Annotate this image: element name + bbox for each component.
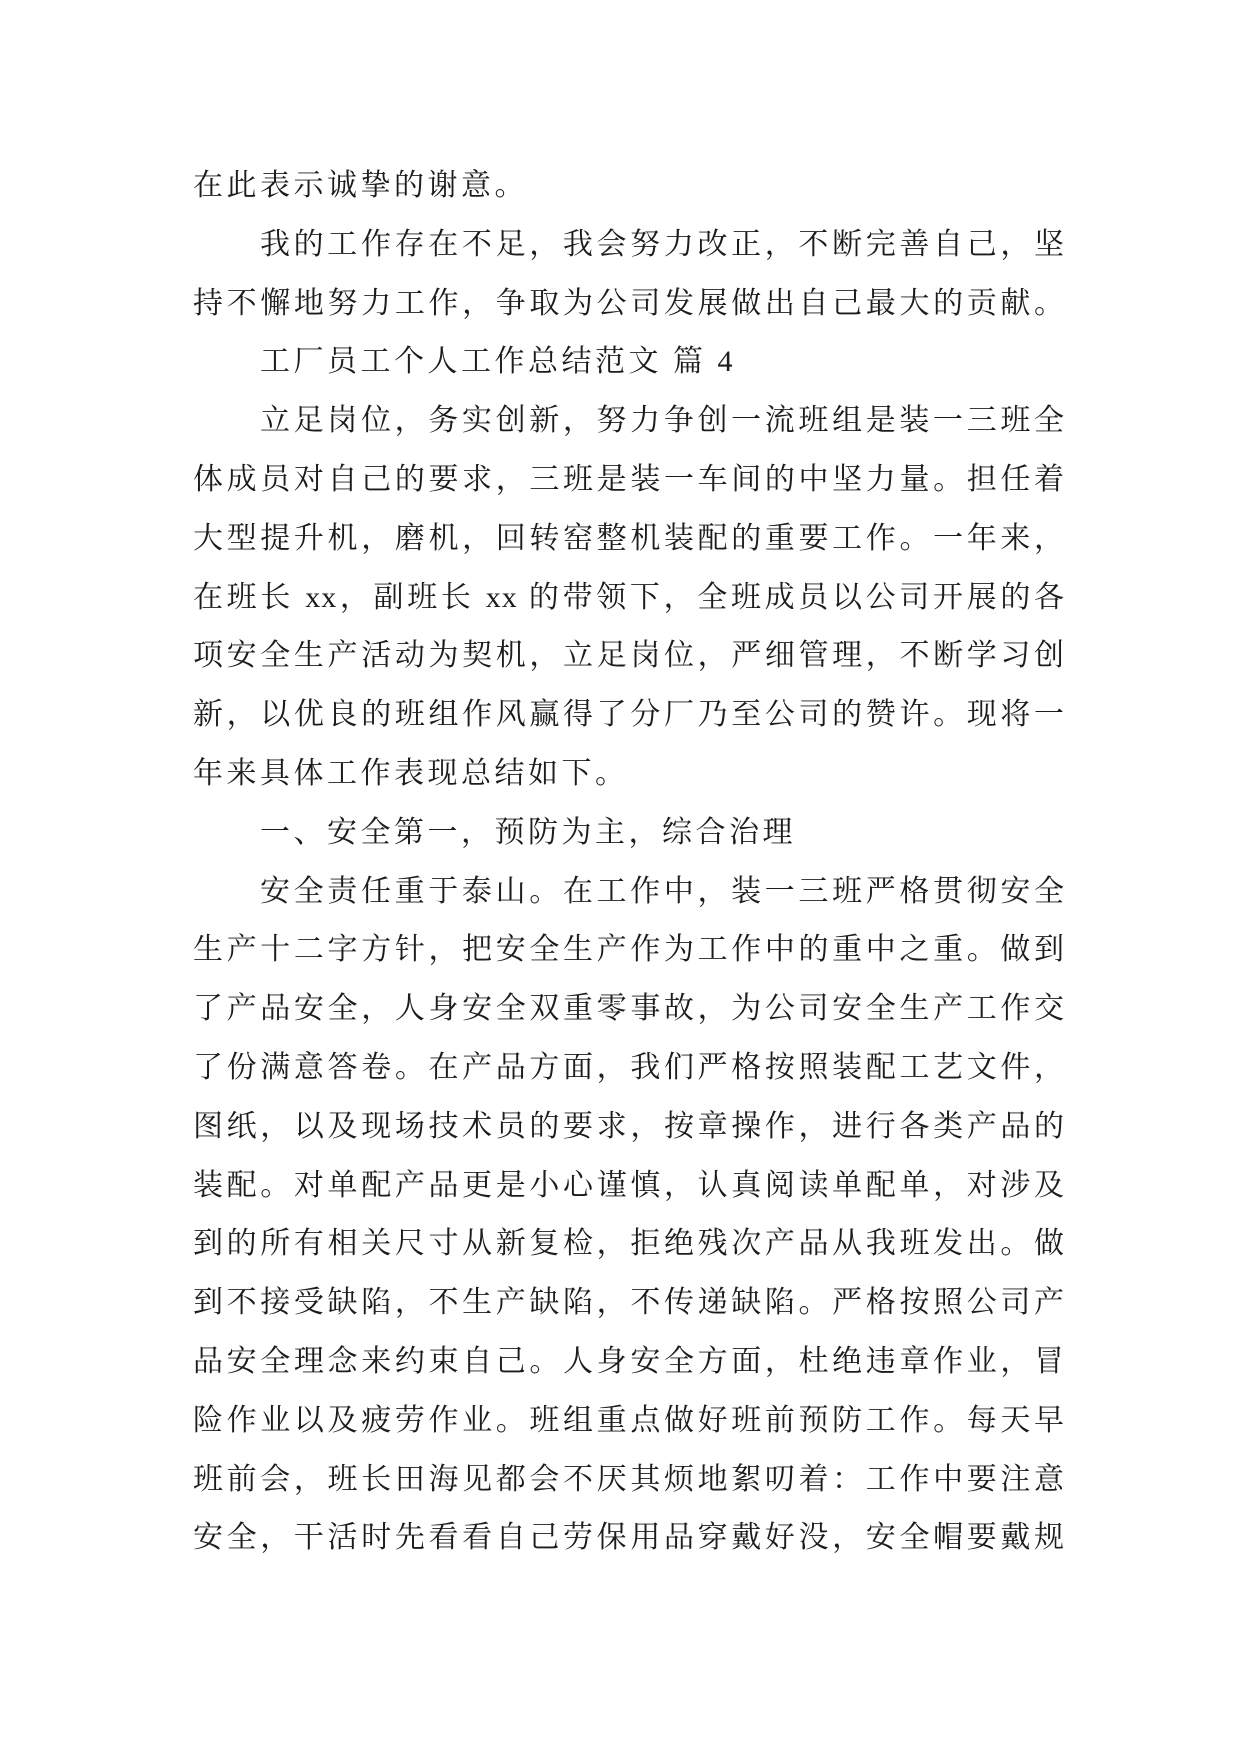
text-line: 了产品安全，人身安全双重零事故，为公司安全生产工作交 <box>193 992 1065 1026</box>
text-line: 班前会，班长田海见都会不厌其烦地絮叨着：工作中要注意 <box>193 1462 1065 1496</box>
text-line: 持不懈地努力工作，争取为公司发展做出自己最大的贡献。 <box>193 286 1065 320</box>
text-line: 年来具体工作表现总结如下。 <box>193 756 629 790</box>
text-line: 险作业以及疲劳作业。班组重点做好班前预防工作。每天早 <box>193 1403 1065 1437</box>
text-line: 到不接受缺陷，不生产缺陷，不传递缺陷。严格按照公司产 <box>193 1286 1065 1320</box>
text-line: 品安全理念来约束自己。人身安全方面，杜绝违章作业，冒 <box>193 1344 1065 1378</box>
text-line: 在此表示诚挚的谢意。 <box>193 169 528 202</box>
text-line: 装配。对单配产品更是小心谨慎，认真阅读单配单，对涉及 <box>193 1168 1065 1202</box>
paragraph <box>193 216 1065 334</box>
article-title <box>193 333 1065 392</box>
section-heading <box>193 804 1065 863</box>
text-line: 在班长 xx，副班长 xx 的带领下，全班成员以公司开展的各 <box>193 580 1065 614</box>
paragraph <box>193 863 1065 1569</box>
text-line: 立足岗位，务实创新，努力争创一流班组是装一三班全 <box>260 404 1065 438</box>
document-body <box>193 157 1065 1568</box>
text-line: 安全，干活时先看看自己劳保用品穿戴好没，安全帽要戴规 <box>193 1521 1065 1555</box>
text-line: 安全责任重于泰山。在工作中，装一三班严格贯彻安全 <box>260 874 1065 908</box>
section-heading-text: 一、安全第一，预防为主，综合治理 <box>260 815 796 849</box>
text-line: 生产十二字方针，把安全生产作为工作中的重中之重。做到 <box>193 933 1065 967</box>
text-line: 我的工作存在不足，我会努力改正，不断完善自己，坚 <box>260 227 1065 261</box>
article-title-text: 工厂员工个人工作总结范文 篇 4 <box>260 345 736 379</box>
text-line: 项安全生产活动为契机，立足岗位，严细管理，不断学习创 <box>193 639 1065 673</box>
paragraph <box>193 392 1065 804</box>
paragraph <box>193 157 1065 216</box>
text-line: 大型提升机，磨机，回转窑整机装配的重要工作。一年来， <box>193 521 1065 555</box>
text-line: 到的所有相关尺寸从新复检，拒绝残次产品从我班发出。做 <box>193 1227 1065 1261</box>
text-line: 图纸，以及现场技术员的要求，按章操作，进行各类产品的 <box>193 1109 1065 1143</box>
text-line: 新，以优良的班组作风赢得了分厂乃至公司的赞许。现将一 <box>193 698 1065 732</box>
text-line: 体成员对自己的要求，三班是装一车间的中坚力量。担任着 <box>193 462 1065 496</box>
text-line: 了份满意答卷。在产品方面，我们严格按照装配工艺文件， <box>193 1050 1065 1084</box>
